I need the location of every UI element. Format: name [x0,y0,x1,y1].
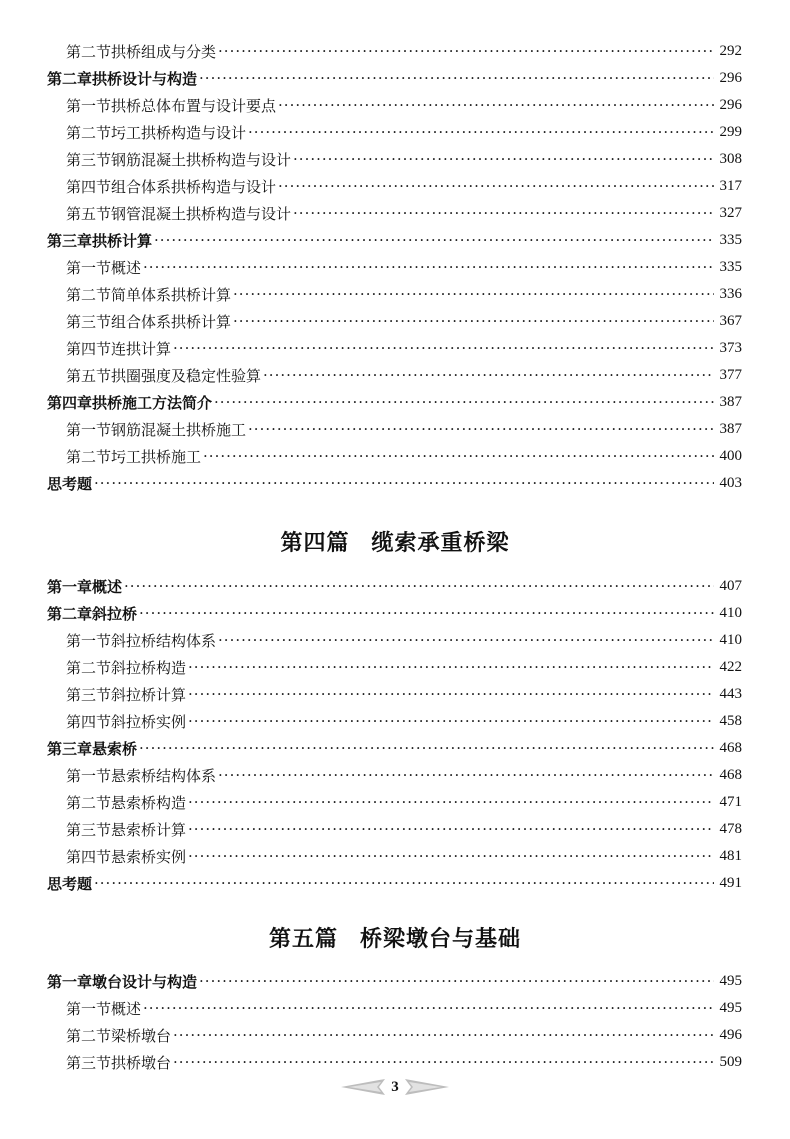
toc-entry-section[interactable] [0,281,790,308]
toc-entry-label: 第一节 [66,632,112,650]
toc-entry-title: 连拱计算 [111,340,172,358]
toc-entry-chapter[interactable] [0,389,790,416]
toc-entry-title: 思考题 [47,475,93,493]
toc-entry-title: 斜拉桥实例 [111,713,187,731]
dot-leader [139,741,713,756]
toc-block-part4 [0,573,790,897]
dot-leader [233,287,713,302]
toc-entry-title: 拱桥计算 [92,232,153,250]
toc-entry-section[interactable] [0,443,790,470]
toc-entry-label: 第四节 [66,848,112,866]
toc-entry-section[interactable] [0,654,790,681]
toc-entry-chapter[interactable] [0,600,790,627]
toc-entry-title: 拱圈强度及稳定性验算 [111,367,262,385]
toc-entry-label: 第五节 [66,367,112,385]
toc-entry-page-number: 292 [719,43,742,59]
dot-leader [188,660,713,675]
toc-entry-section[interactable] [0,681,790,708]
toc-entry-label: 第三节 [66,1054,112,1072]
toc-entry-page-number: 496 [719,1027,742,1043]
toc-entry-section[interactable] [0,200,790,227]
toc-entry-section[interactable] [0,119,790,146]
dot-leader [199,71,713,86]
toc-entry-page-number: 373 [719,340,742,356]
toc-entry-page-number: 335 [719,232,742,248]
dot-leader [293,152,713,167]
toc-entry-section[interactable] [0,1049,790,1076]
toc-entry-title: 悬索桥实例 [111,848,187,866]
toc-entry-title: 悬索桥 [92,740,138,758]
toc-entry-section[interactable] [0,1022,790,1049]
toc-entry-page-number: 403 [719,475,742,491]
dot-leader [188,687,713,702]
toc-entry-page-number: 377 [719,367,742,383]
toc-entry-label: 第四章 [47,394,93,412]
toc-entry-page-number: 495 [719,973,742,989]
toc-entry-title: 拱桥总体布置与设计要点 [111,97,277,115]
toc-entry-page-number: 387 [719,421,742,437]
toc-entry-label: 第二节 [66,286,112,304]
toc-entry-title: 悬索桥计算 [111,821,187,839]
toc-entry-title: 梁桥墩台 [111,1027,172,1045]
dot-leader [293,206,713,221]
toc-entry-chapter[interactable] [0,573,790,600]
toc-entry-section[interactable] [0,789,790,816]
toc-entry-label: 第二节 [66,1027,112,1045]
toc-entry-title: 斜拉桥构造 [111,659,187,677]
toc-entry-label: 第四节 [66,178,112,196]
toc-entry-page-number: 468 [719,767,742,783]
toc-entry-page-number: 308 [719,151,742,167]
toc-entry-label: 第二节 [66,43,112,61]
toc-entry-label: 第三节 [66,821,112,839]
dot-leader [263,368,713,383]
dot-leader [203,449,713,464]
toc-block-part3 [0,38,790,497]
dot-leader [278,179,713,194]
part-title: 缆索承重桥梁 [371,530,510,556]
toc-entry-section[interactable] [0,335,790,362]
toc-entry-title: 墩台设计与构造 [92,973,198,991]
toc-entry-page-number: 336 [719,286,742,302]
toc-entry-title: 概述 [92,578,123,596]
toc-entry-chapter[interactable] [0,65,790,92]
toc-entry-page-number: 422 [719,659,742,675]
toc-entry-page-number: 400 [719,448,742,464]
toc-entry-label: 第二章 [47,605,93,623]
dot-leader [218,44,713,59]
toc-entry-page-number: 481 [719,848,742,864]
toc-entry-section[interactable] [0,362,790,389]
toc-entry-label: 第二章 [47,70,93,88]
dot-leader [278,98,713,113]
toc-entry-section[interactable] [0,146,790,173]
dot-leader [214,395,713,410]
part-number: 第四篇 [280,530,350,556]
dot-leader [154,233,713,248]
toc-entry-title: 思考题 [47,875,93,893]
toc-entry-page-number: 335 [719,259,742,275]
toc-entry-title: 拱桥组成与分类 [111,43,217,61]
toc-entry-title: 拱桥设计与构造 [92,70,198,88]
toc-entry-page-number: 296 [719,97,742,113]
dot-leader [173,1028,713,1043]
toc-entry-chapter[interactable] [0,735,790,762]
dot-leader [188,849,713,864]
toc-entry-section[interactable] [0,38,790,65]
part-number: 第五篇 [268,926,338,952]
part-heading-5 [0,922,790,953]
toc-entry-section[interactable] [0,708,790,735]
toc-entry-section[interactable] [0,92,790,119]
toc-entry-title: 简单体系拱桥计算 [111,286,232,304]
dot-leader [233,314,713,329]
toc-entry-title: 组合体系拱桥计算 [111,313,232,331]
toc-entry-title: 概述 [111,259,142,277]
toc-entry-page-number: 471 [719,794,742,810]
toc-entry-page-number: 317 [719,178,742,194]
toc-entry-title: 悬索桥构造 [111,794,187,812]
dot-leader [248,125,713,140]
toc-entry-section[interactable] [0,254,790,281]
toc-entry-label: 第一节 [66,1000,112,1018]
toc-entry-page-number: 367 [719,313,742,329]
toc-entry-title: 斜拉桥结构体系 [111,632,217,650]
toc-entry-page-number: 468 [719,740,742,756]
dot-leader [143,260,713,275]
toc-entry-label: 第一节 [66,97,112,115]
toc-entry-section[interactable] [0,816,790,843]
toc-entry-label: 第一节 [66,259,112,277]
toc-entry-label: 第一节 [66,767,112,785]
toc-entry-label: 第一章 [47,973,93,991]
toc-entry-section[interactable] [0,173,790,200]
toc-entry-title: 圬工拱桥构造与设计 [111,124,247,142]
dot-leader [173,1055,713,1070]
page-number: 3 [391,1078,399,1095]
toc-entry-label: 第二节 [66,794,112,812]
toc-block-part5 [0,968,790,1076]
toc-entry-label: 第三节 [66,686,112,704]
toc-entry-page-number: 327 [719,205,742,221]
dot-leader [94,876,713,891]
toc-entry-title: 钢筋混凝土拱桥构造与设计 [111,151,292,169]
toc-entry-page-number: 491 [719,875,742,891]
toc-entry-label: 第三节 [66,313,112,331]
toc-entry-label: 第三章 [47,740,93,758]
dot-leader [94,476,713,491]
toc-entry-title: 斜拉桥 [92,605,138,623]
toc-entry-title: 斜拉桥计算 [111,686,187,704]
dot-leader [199,974,713,989]
toc-entry-section[interactable] [0,843,790,870]
toc-entry-chapter[interactable] [0,968,790,995]
toc-entry-section[interactable] [0,762,790,789]
part-title: 桥梁墩台与基础 [360,926,522,952]
left-arrow-ornament-icon [341,1078,385,1096]
toc-entry-page-number: 387 [719,394,742,410]
toc-entry-page-number: 299 [719,124,742,140]
toc-entry-label: 第四节 [66,340,112,358]
toc-entry-section[interactable] [0,995,790,1022]
toc-entry-title: 悬索桥结构体系 [111,767,217,785]
toc-entry-label: 第五节 [66,205,112,223]
toc-entry-label: 第三章 [47,232,93,250]
toc-entry-label: 第三节 [66,151,112,169]
toc-entry-chapter[interactable] [0,227,790,254]
toc-entry-title: 概述 [111,1000,142,1018]
toc-entry-title: 拱桥施工方法简介 [92,394,213,412]
dot-leader [188,795,713,810]
dot-leader [188,822,713,837]
toc-entry-page-number: 458 [719,713,742,729]
dot-leader [139,606,713,621]
toc-entry-label: 第二节 [66,124,112,142]
toc-entry-label: 第二节 [66,659,112,677]
toc-entry-section[interactable] [0,627,790,654]
dot-leader [124,579,713,594]
toc-entry-title: 拱桥墩台 [111,1054,172,1072]
toc-entry-page-number: 296 [719,70,742,86]
toc-entry-plain[interactable] [0,870,790,897]
right-arrow-ornament-icon [405,1078,449,1096]
part-heading-4 [0,526,790,557]
toc-entry-page-number: 410 [719,632,742,648]
toc-entry-title: 圬工拱桥施工 [111,448,202,466]
toc-entry-page-number: 407 [719,578,742,594]
toc-entry-plain[interactable] [0,470,790,497]
toc-entry-page-number: 410 [719,605,742,621]
toc-entry-section[interactable] [0,308,790,335]
page-footer [0,1078,790,1096]
toc-entry-page-number: 495 [719,1000,742,1016]
dot-leader [188,714,713,729]
dot-leader [248,422,713,437]
toc-entry-page-number: 443 [719,686,742,702]
toc-entry-page-number: 478 [719,821,742,837]
toc-entry-title: 钢管混凝土拱桥构造与设计 [111,205,292,223]
toc-entry-page-number: 509 [719,1054,742,1070]
toc-entry-label: 第一章 [47,578,93,596]
dot-leader [218,633,713,648]
dot-leader [173,341,713,356]
toc-entry-title: 钢筋混凝土拱桥施工 [111,421,247,439]
toc-entry-label: 第二节 [66,448,112,466]
toc-entry-label: 第四节 [66,713,112,731]
dot-leader [143,1001,713,1016]
toc-entry-title: 组合体系拱桥构造与设计 [111,178,277,196]
toc-entry-section[interactable] [0,416,790,443]
toc-entry-label: 第一节 [66,421,112,439]
dot-leader [218,768,713,783]
